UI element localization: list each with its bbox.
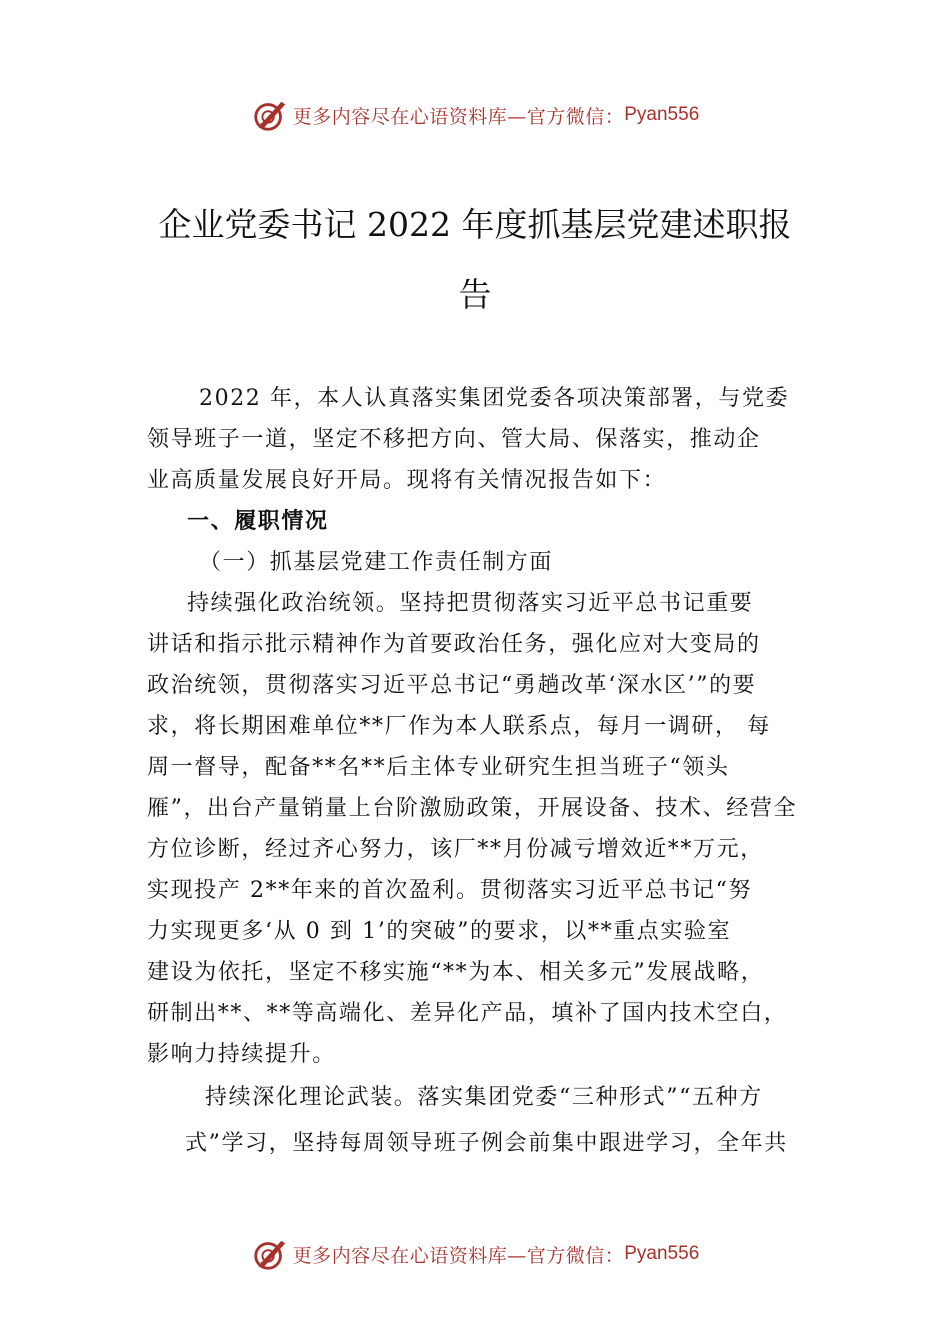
paragraph-line: 方位诊断，经过齐心努力，该厂**月份减亏增效近**万元， bbox=[147, 837, 764, 862]
paragraph-line: 建设为依托，坚定不移实施“**为本、相关多元”发展战略， bbox=[147, 960, 765, 985]
paragraph-line: 实现投产 2**年来的首次盈利。贯彻落实习近平总书记“努 bbox=[147, 878, 753, 903]
subsection-heading: （一）抓基层党建工作责任制方面 bbox=[199, 550, 554, 575]
footer-banner bbox=[0, 1232, 950, 1276]
banner-wechat-id: Pyan556 bbox=[624, 104, 700, 125]
paragraph-line: 持续强化政治统领。坚持把贯彻落实习近平总书记重要 bbox=[187, 591, 754, 616]
banner-text: 更多内容尽在心语资料库—官方微信： bbox=[292, 105, 625, 128]
paragraph-line: 讲话和指示批示精神作为首要政治任务，强化应对大变局的 bbox=[147, 632, 761, 657]
header-banner bbox=[0, 93, 950, 137]
paragraph-line: 雁”，出台产量销量上台阶激励政策，开展设备、技术、经营全 bbox=[147, 796, 798, 821]
title-line-1: 企业党委书记 2022 年度抓基层党建述职报 bbox=[158, 205, 792, 244]
intro-line: 领导班子一道，坚定不移把方向、管大局、保落实，推动企 bbox=[147, 427, 761, 452]
intro-line: 业高质量发展良好开局。现将有关情况报告如下： bbox=[147, 468, 667, 493]
banner-wechat-id: Pyan556 bbox=[624, 1243, 700, 1264]
paragraph-line: 周一督导，配备**名**后主体专业研究生担当班子“领头 bbox=[147, 755, 730, 780]
intro-line: 2022 年，本人认真落实集团党委各项决策部署，与党委 bbox=[199, 386, 790, 411]
pen-logo-icon bbox=[251, 1235, 289, 1273]
title-line-2: 告 bbox=[458, 275, 492, 314]
paragraph-line: 影响力持续提升。 bbox=[147, 1042, 336, 1067]
paragraph-line: 研制出**、**等高端化、差异化产品，填补了国内技术空白， bbox=[147, 1001, 788, 1026]
paragraph-line: 政治统领，贯彻落实习近平总书记“勇趟改革‘深水区’”的要 bbox=[147, 673, 757, 698]
paragraph-line: 求，将长期困难单位**厂作为本人联系点，每月一调研， 每 bbox=[147, 714, 771, 739]
banner-text: 更多内容尽在心语资料库—官方微信： bbox=[292, 1244, 625, 1267]
paragraph-line: 式”学习，坚持每周领导班子例会前集中跟进学习，全年共 bbox=[185, 1131, 788, 1156]
pen-logo-icon bbox=[251, 96, 289, 134]
paragraph-line: 持续深化理论武装。落实集团党委“三种形式”“五种方 bbox=[205, 1085, 763, 1110]
section-heading: 一、履职情况 bbox=[187, 509, 329, 534]
document-title bbox=[140, 190, 810, 330]
paragraph-line: 力实现更多‘从 0 到 1’的突破”的要求，以**重点实验室 bbox=[147, 919, 732, 944]
document-body bbox=[147, 378, 815, 1167]
